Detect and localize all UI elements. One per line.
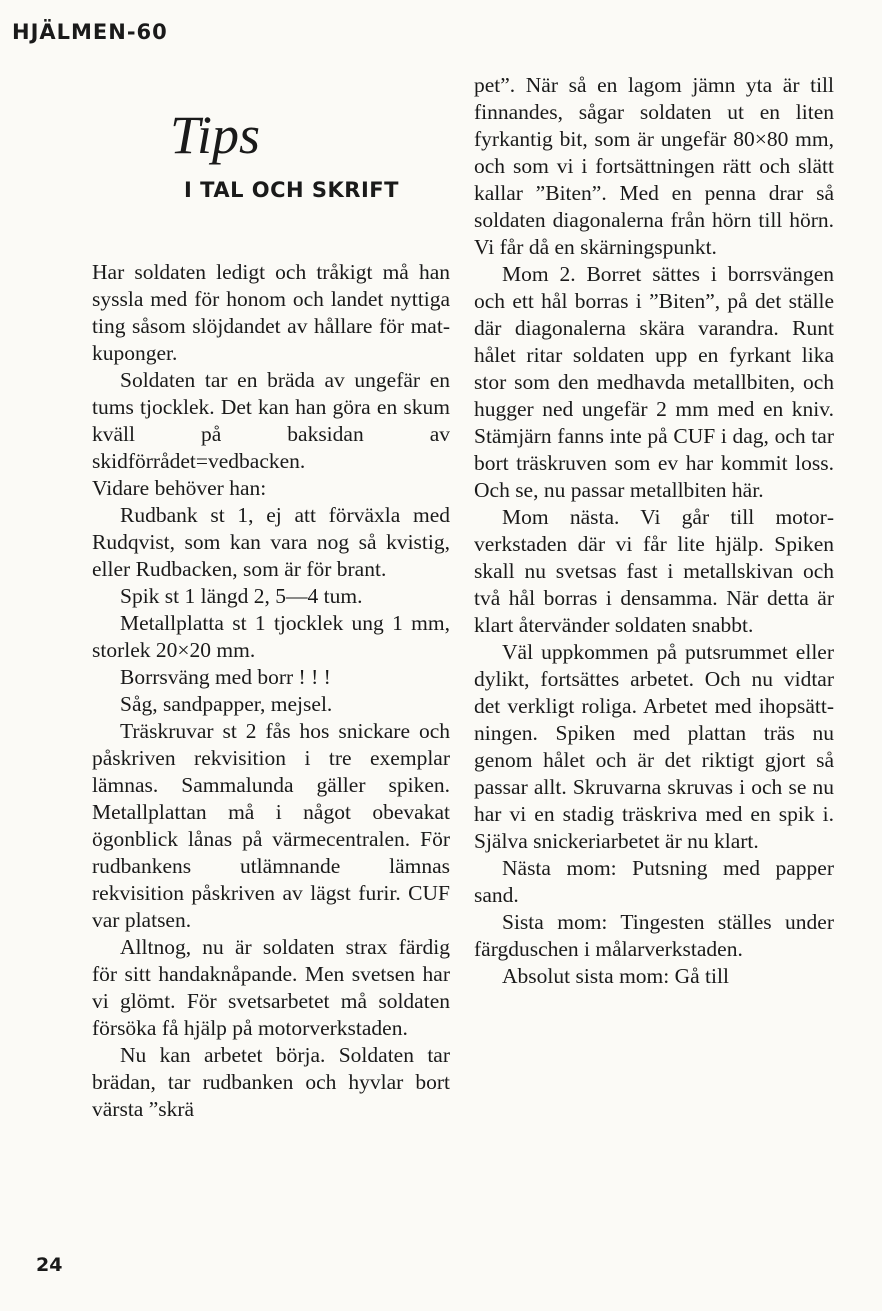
paragraph: Spik st 1 längd 2, 5—4 tum. [120, 584, 363, 608]
paragraph: pet”. När så en lagom jämn yta är till finnandes, sågar soldaten ut en liten fyrkantig bit, som är ungefär 80×80 mm, och som vi i fortsättningen rätt och slätt kallar ”Biten”. Med en penna drar så soldaten diagonalerna från hörn till hörn. Vi får då en skärningspunkt. [474, 73, 834, 259]
paragraph: Soldaten tar en bräda av ungefär en tums tjocklek. Det kan han göra en skum kväll på baksidan av skidförrådet=vedbacken. [92, 368, 450, 473]
paragraph: Väl uppkommen på putsrummet eller dylikt, fortsättes arbetet. Och nu vidtar det verkligt roliga. Arbetet med ihopsättningen. Spiken med plattan träs nu genom hålet och är det riktigt gjort så passar allt. Skruvarna skruvas i och se nu har vi en stadig träskriva med en spik i. Själva snickeriarbetet är nu klart. [474, 640, 834, 853]
paragraph: Alltnog, nu är soldaten strax färdig för sitt handaknåpande. Men svetsen har vi glömt. För svetsarbetet må soldaten försöka få hjälp på motorverkstaden. [92, 935, 450, 1040]
right-column [474, 72, 834, 990]
article-subtitle: I TAL OCH SKRIFT [184, 178, 399, 202]
paragraph: Mom nästa. Vi går till motorverkstaden där vi får lite hjälp. Spiken skall nu svetsas fast i metallskivan och två hål borras i densamma. När detta är klart återvänder soldaten snabbt. [474, 505, 834, 637]
left-column [92, 259, 450, 1123]
paragraph: Metallplatta st 1 tjocklek ung 1 mm, storlek 20×20 mm. [92, 611, 450, 662]
paragraph: Har soldaten ledigt och tråkigt må han syssla med för honom och landet nyttiga ting såsom slöjdandet av hållare för matkuponger. [92, 260, 450, 365]
masthead: HJÄLMEN-60 [12, 20, 168, 44]
page-number: 24 [36, 1254, 63, 1276]
paragraph: Nu kan arbetet börja. Soldaten tar brädan, tar rudbanken och hyvlar bort värsta ”skrä [92, 1043, 450, 1121]
paragraph: Borrsväng med borr ! ! ! [120, 665, 331, 689]
paragraph: Såg, sandpapper, mejsel. [120, 692, 333, 716]
article-title: Tips [170, 105, 261, 165]
paragraph: Vidare behöver han: [92, 476, 267, 500]
paragraph: Sista mom: Tingesten ställes under färgduschen i målarverkstaden. [474, 910, 834, 961]
paragraph: Absolut sista mom: Gå till [502, 964, 729, 988]
paragraph: Nästa mom: Putsning med papper sand. [474, 856, 834, 907]
paragraph: Mom 2. Borret sättes i borrsvängen och ett hål borras i ”Biten”, på det ställe där diagonalerna skära varandra. Runt hålet ritar soldaten upp en fyrkant lika stor som den medhavda metallbiten, och hugger ned ungefär 2 mm med en kniv. Stämjärn fanns inte på CUF i dag, och tar bort träskruven som ev har kommit loss. Och se, nu passar metallbiten här. [474, 262, 834, 502]
paragraph: Rudbank st 1, ej att förväxla med Rudqvist, som kan vara nog så kvistig, eller Rudbacken, som är för brant. [92, 503, 450, 581]
paragraph: Träskruvar st 2 fås hos snickare och påskriven rekvisition i tre exemplar lämnas. Sammalunda gäller spiken. Metallplattan må i något obevakat ögonblick lånas på värmecentralen. För rudbankens utlämnande lämnas rekvisition påskriven av lägst furir. CUF var platsen. [92, 719, 450, 932]
